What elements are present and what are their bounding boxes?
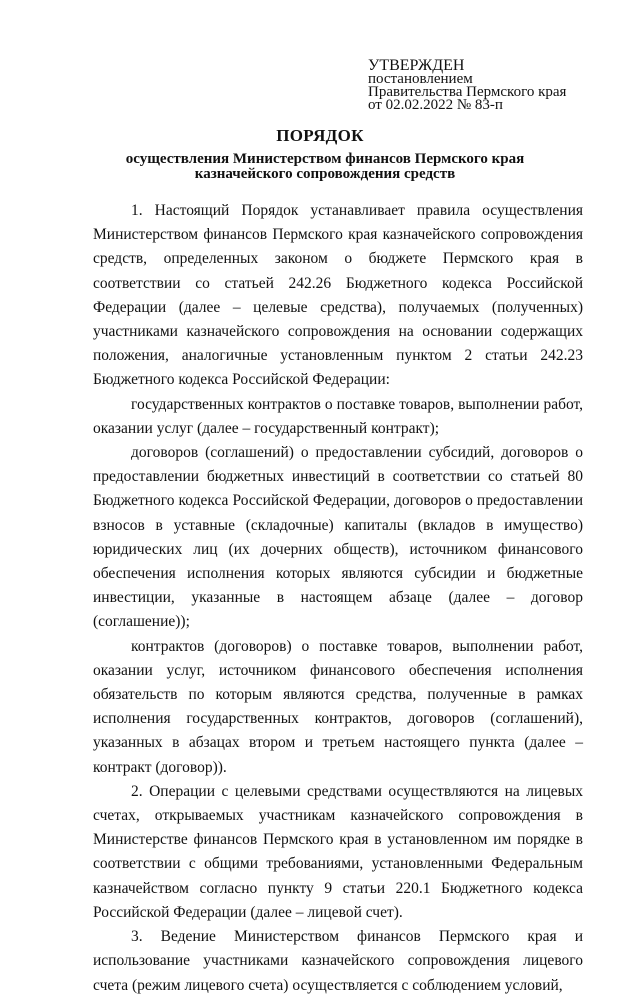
paragraph-1: 1. Настоящий Порядок устанавливает правила осуществления Министерством финансов Пермского края казначейского сопровождения средств, определенных законом о бюджете Пермского края в соответствии со статьей 242.26 Бюджетного кодекса Российской Федерации (далее – целевые средства), получаемых (полученных) участниками казначейского сопровождения на основании содержащих положения, аналогичные установленным пунктом 2 статьи 242.23 Бюджетного кодекса Российской Федерации: <box>93 202 583 389</box>
paragraph-contracts: контрактов (договоров) о поставке товаров, выполнении работ, оказании услуг, источником финансового обеспечения исполнения обязательств по которым являются средства, полученные в рамках исполнения государственных контрактов, договоров (соглашений), указанных в абзацах втором и третьем настоящего пункта (далее – контракт (договор)). <box>93 637 583 776</box>
document-body <box>93 199 583 998</box>
document-title: ПОРЯДОК <box>276 126 364 145</box>
approval-line: Правительства Пермского края <box>368 84 567 100</box>
approval-heading: УТВЕРЖДЕН <box>368 57 465 74</box>
subtitle-line: казначейского сопровождения средств <box>194 166 456 182</box>
approval-line: постановлением <box>368 71 473 87</box>
document-subtitle <box>90 152 560 182</box>
approval-stamp <box>368 58 566 112</box>
subtitle-line: осуществления Министерством финансов Пермского края <box>125 151 525 167</box>
paragraph-agreements: договоров (соглашений) о предоставлении субсидий, договоров о предоставлении бюджетных инвестиций в соответствии со статьей 80 Бюджетного кодекса Российской Федерации, договоров о предоставлении взносов в уставные (складочные) капиталы (вкладов в имущество) юридических лиц (их дочерних обществ), источником финансового обеспечения исполнения которых являются субсидии и бюджетные инвестиции, указанные в настоящем абзаце (далее – договор (соглашение)); <box>93 444 583 631</box>
paragraph-2: 2. Операции с целевыми средствами осуществляются на лицевых счетах, открываемых участникам казначейского сопровождения в Министерстве финансов Пермского края в установленном им порядке в соответствии с общими требованиями, установленными Федеральным казначейством согласно пункту 9 статьи 220.1 Бюджетного кодекса Российской Федерации (далее – лицевой счет). <box>93 782 583 921</box>
approval-date-number: от 02.02.2022 № 83-п <box>368 97 503 113</box>
paragraph-3: 3. Ведение Министерством финансов Пермского края и использование участниками казначейского сопровождения лицевого счета (режим лицевого счета) осуществляется с соблюдением условий, <box>93 928 583 994</box>
paragraph-state-contracts: государственных контрактов о поставке товаров, выполнении работ, оказании услуг (далее – государственный контракт); <box>93 395 583 437</box>
